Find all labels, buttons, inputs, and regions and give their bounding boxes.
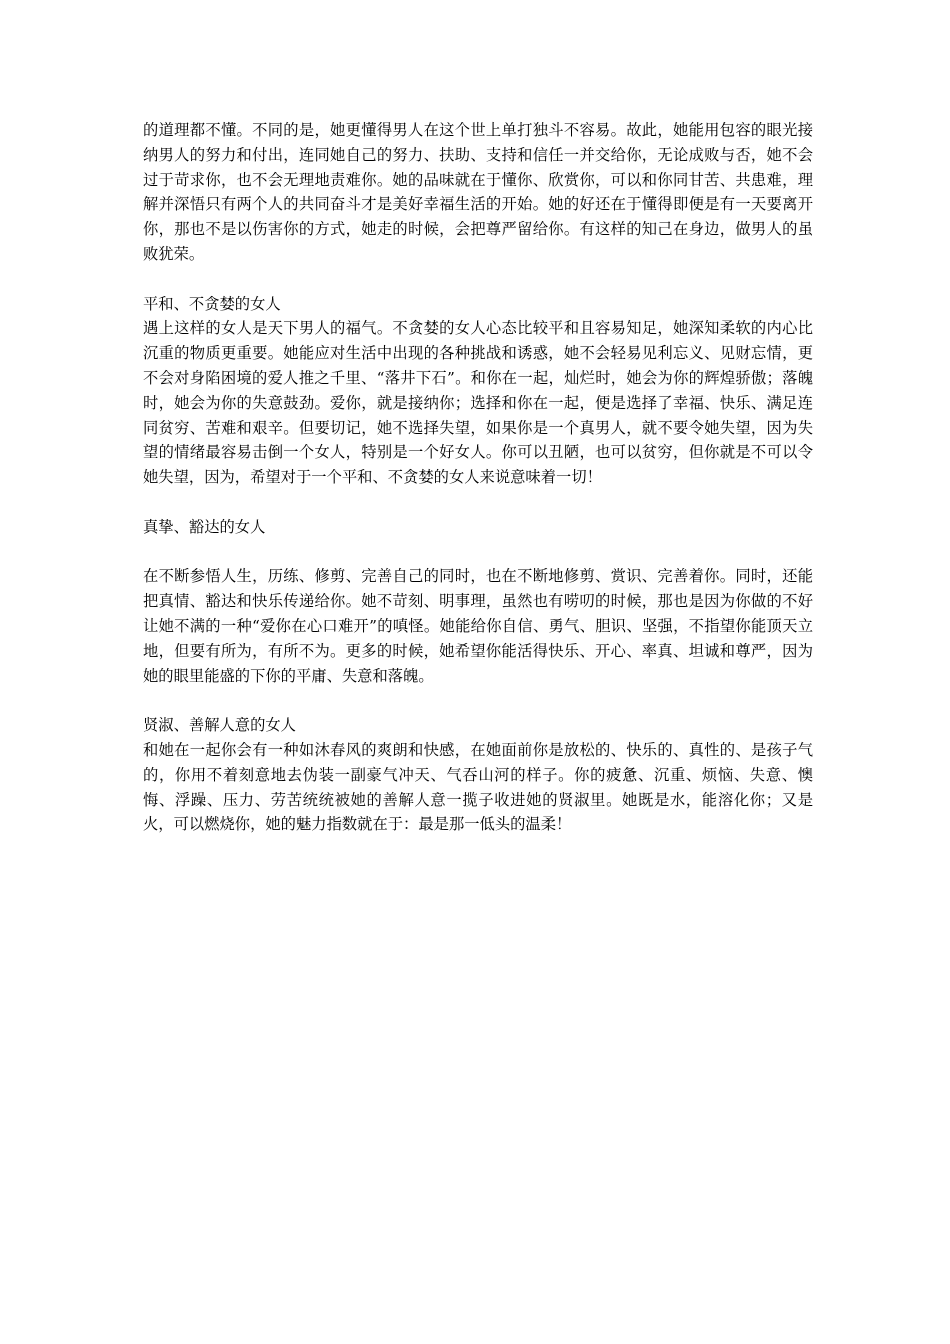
- section-body-sincere: 在不断参悟人生，历练、修剪、完善自己的同时，也在不断地修剪、赏识、完善着你。同时，还能把真情、豁达和快乐传递给你。她不苛刻、明事理，虽然也有唠叨的时候，那也是因为你做的不好让她不满的一种“爱你在心口难开”的嗔怪。她能给你自信、勇气、胆识、坚强，不指望你能顶天立地，但要有所为，有所不为。更多的时候，她希望你能活得快乐、开心、率真、坦诚和尊严，因为她的眼里能盛的下你的平庸、失意和落魄。: [143, 567, 813, 685]
- section-body-virtuous: 和她在一起你会有一种如沐春风的爽朗和快感，在她面前你是放松的、快乐的、真性的、是孩子气的，你用不着刻意地去伪装一副豪气冲天、气吞山河的样子。你的疲惫、沉重、烦恼、失意、懊悔、浮躁、压力、劳苦统统被她的善解人意一揽子收进她的贤淑里。她既是水，能溶化你；又是火，可以燃烧你，她的魅力指数就在于：最是那一低头的温柔！: [143, 740, 813, 834]
- section-heading-sincere: 真挚、豁达的女人: [143, 517, 266, 536]
- section-heading-virtuous: 贤淑、善解人意的女人: [143, 716, 296, 735]
- section-heading-peaceful: 平和、不贪婪的女人: [143, 294, 281, 313]
- paragraph-gap: [143, 688, 813, 713]
- document-page: [143, 118, 813, 837]
- paragraph-gap: [143, 490, 813, 515]
- section-body-peaceful: 遇上这样的女人是天下男人的福气。不贪婪的女人心态比较平和且容易知足，她深知柔软的内心比沉重的物质更重要。她能应对生活中出现的各种挑战和诱惑，她不会轻易见利忘义、见财忘情，更不会对身陷困境的爱人推之千里、“落井下石”。和你在一起，灿烂时，她会为你的辉煌骄傲；落魄时，她会为你的失意鼓劲。爱你，就是接纳你；选择和你在一起，便是选择了幸福、快乐、满足连同贫穷、苦难和艰辛。但要切记，她不选择失望，如果你是一个真男人，就不要令她失望，因为失望的情绪最容易击倒一个女人，特别是一个好女人。你可以丑陋，也可以贫穷，但你就是不可以令她失望，因为，希望对于一个平和、不贪婪的女人来说意味着一切！: [143, 319, 813, 487]
- paragraph-gap: [143, 267, 813, 292]
- paragraph-gap: [143, 540, 813, 565]
- intro-paragraph: 的道理都不懂。不同的是，她更懂得男人在这个世上单打独斗不容易。故此，她能用包容的眼光接纳男人的努力和付出，连同她自己的努力、扶助、支持和信任一并交给你，无论成败与否，她不会过于苛求你，也不会无理地责难你。她的品味就在于懂你、欣赏你，可以和你同甘苦、共患难，理解并深悟只有两个人的共同奋斗才是美好幸福生活的开始。她的好还在于懂得即便是有一天要离开你，那也不是以伤害你的方式，她走的时候，会把尊严留给你。有这样的知己在身边，做男人的虽败犹荣。: [143, 121, 813, 263]
